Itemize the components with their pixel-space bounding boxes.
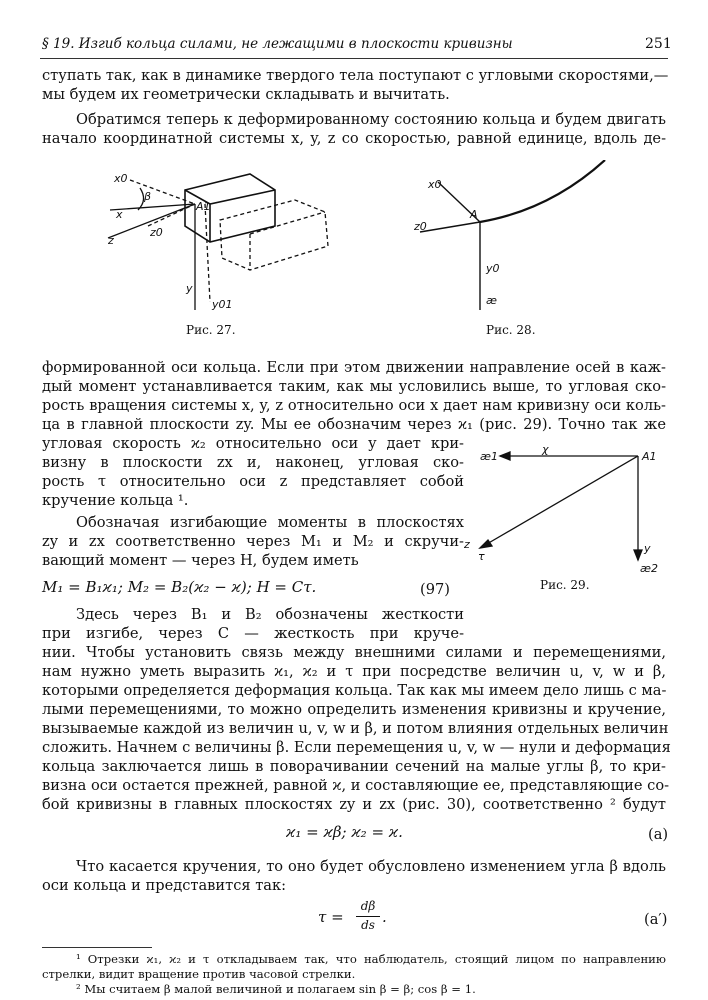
fig27-label: β xyxy=(144,190,152,203)
fraction-bar xyxy=(356,916,380,917)
fig28-label: x0 xyxy=(428,178,442,191)
text-line: zy и zx соответственно через M₁ и M₂ и скручи- xyxy=(42,533,464,550)
equation-number: (97) xyxy=(420,581,450,598)
text-line: мы будем их геометрически складывать и вычитать. xyxy=(42,86,450,103)
text-line: сложить. Начнем с величины β. Если перемещения u, v, w — нули и деформация xyxy=(42,739,671,756)
fig29-label: æ1 xyxy=(480,450,498,463)
fig28-label: A xyxy=(470,208,478,221)
footnote-rule xyxy=(42,947,152,948)
equation-number: (a) xyxy=(648,826,669,843)
ring-axis-curve xyxy=(480,160,605,222)
text-line: вызываемые каждой из величин u, v, w и β, и потом влияния отдельных величин xyxy=(42,720,669,737)
fig29-label: A1 xyxy=(642,450,657,463)
footnote-line: ¹ Отрезки ϰ₁, ϰ₂ и τ откладываем так, что наблюдатель, стоящий лицом по направлению xyxy=(76,952,666,966)
text-line: оси кольца и представится так: xyxy=(42,877,287,894)
fig27-label: x0 xyxy=(114,172,128,185)
fraction-denominator: ds xyxy=(361,918,375,932)
equation-number: (a′) xyxy=(644,911,668,928)
footnote-line: стрелки, видит вращение против часовой стрелки. xyxy=(42,967,356,981)
text-line: ступать так, как в динамике твердого тела поступают с угловыми скоростями,— xyxy=(42,67,669,84)
text-line: визна оси остается прежней, равной ϰ, и составляющие ее, представляющие со- xyxy=(42,777,670,794)
text-line: Обозначая изгибающие моменты в плоскостях xyxy=(76,514,464,531)
text-line: угловая скорость ϰ₂ относительно оси y дает кри- xyxy=(42,435,464,452)
axis-z0 xyxy=(420,222,480,232)
fig27-label: x xyxy=(116,208,123,221)
page-number: 251 xyxy=(645,36,672,52)
text-line: Здесь через B₁ и B₂ обозначены жесткости xyxy=(76,606,464,623)
fig27-label: y01 xyxy=(212,298,233,311)
beta-arc xyxy=(138,188,144,210)
fig27-label: z xyxy=(108,234,114,247)
fig29-label: y xyxy=(644,542,651,555)
equation-97: M₁ = B₁ϰ₁; M₂ = B₂(ϰ₂ − ϰ); H = Cτ. xyxy=(42,578,317,596)
text-line: вающий момент — через H, будем иметь xyxy=(42,552,359,569)
text-line: рость вращения системы x, y, z относительно оси x дает нам кривизну оси коль- xyxy=(42,397,666,414)
text-line: бой кривизны в главных плоскостях zy и zx (рис. 30), соответственно ² будут xyxy=(42,796,666,813)
figure-caption: Рис. 27. xyxy=(186,323,236,337)
fig28-label: z0 xyxy=(414,220,427,233)
figure-29 xyxy=(460,440,670,580)
equation-a-prime-tail: . xyxy=(382,908,387,926)
fig29-label: χ xyxy=(542,443,549,456)
text-line: визну в плоскости zx и, наконец, угловая ско- xyxy=(42,454,464,471)
figure-28 xyxy=(400,160,630,320)
figure-caption: Рис. 29. xyxy=(540,578,590,592)
vector-tau xyxy=(480,456,638,548)
equation-a: ϰ₁ = ϰβ; ϰ₂ = ϰ. xyxy=(286,823,403,841)
text-line: дый момент устанавливается таким, как мы условились выше, то угловая ско- xyxy=(42,378,666,395)
text-line: нам нужно уметь выразить ϰ₁, ϰ₂ и τ при посредстве величин u, v, w и β, xyxy=(42,663,666,680)
figure-27 xyxy=(100,160,360,320)
text-line: нии. Чтобы установить связь между внешними силами и перемещениями, xyxy=(42,644,666,661)
text-line: кручение кольца ¹. xyxy=(42,492,189,509)
text-line: Обратимся теперь к деформированному состоянию кольца и будем двигать xyxy=(76,111,666,128)
text-line: Что касается кручения, то оно будет обусловлено изменением угла β вдоль xyxy=(76,858,666,875)
fig27-label: z0 xyxy=(150,226,163,239)
text-line: кольца заключается лишь в поворачивании сечений на малые углы β, то кри- xyxy=(42,758,666,775)
text-line: при изгибе, через C — жесткость при круче- xyxy=(42,625,464,642)
text-line: рость τ относительно оси z представляет собой xyxy=(42,473,464,490)
fig27-label: A1 xyxy=(196,200,211,213)
header-rule xyxy=(40,58,668,59)
running-title: § 19. Изгиб кольца силами, не лежащими в плоскости кривизны xyxy=(42,36,513,52)
figure-caption: Рис. 28. xyxy=(486,323,536,337)
text-line: формированной оси кольца. Если при этом движении направление осей в каж- xyxy=(42,359,666,376)
footnote-line: ² Мы считаем β малой величиной и полагаем sin β = β; cos β = 1. xyxy=(76,982,476,996)
fraction-numerator: dβ xyxy=(360,899,376,913)
fig29-label: æ2 xyxy=(640,562,658,575)
text-line: лыми перемещениями, то можно определить изменения кривизны и кручение, xyxy=(42,701,666,718)
text-line: которыми определяется деформация кольца. Так как мы имеем дело лишь с ма- xyxy=(42,682,667,699)
fig29-label: z xyxy=(464,538,470,551)
text-line: ца в главной плоскости zy. Мы ее обозначим через ϰ₁ (рис. 29). Точно так же xyxy=(42,416,666,433)
fig28-label: y0 xyxy=(486,262,500,275)
equation-a-prime-lhs: τ = xyxy=(318,908,344,926)
text-line: начало координатной системы x, y, z со скоростью, равной единице, вдоль де- xyxy=(42,130,666,147)
fig28-label: æ xyxy=(486,294,497,307)
fig29-label: τ xyxy=(478,550,485,563)
fig27-label: y xyxy=(186,282,193,295)
